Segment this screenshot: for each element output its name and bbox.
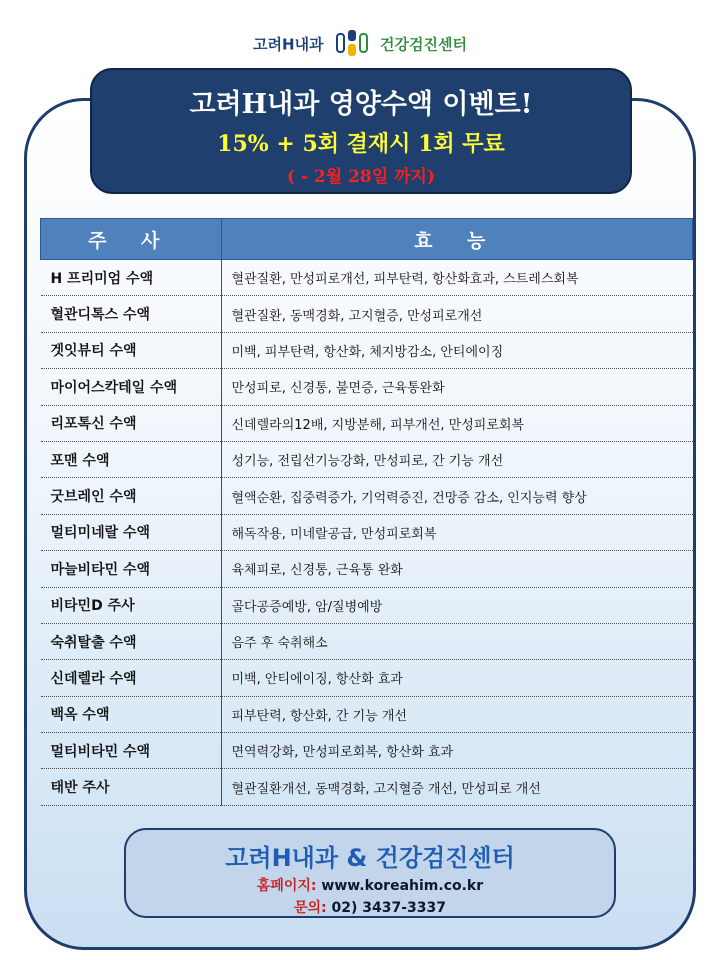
injection-name: 백옥 수액 <box>41 696 222 732</box>
injection-effect: 혈관질환, 만성피로개선, 피부탄력, 항산화효과, 스트레스회복 <box>221 260 693 296</box>
table-row <box>41 587 693 623</box>
injection-effect: 음주 후 숙취해소 <box>221 623 693 659</box>
table-row <box>41 696 693 732</box>
injection-name: 포맨 수액 <box>41 441 222 477</box>
injection-effect: 골다공증예방, 암/질병예방 <box>221 587 693 623</box>
table-row <box>41 769 693 805</box>
phone-line <box>126 897 614 917</box>
injection-effect: 피부탄력, 항산화, 간 기능 개선 <box>221 696 693 732</box>
injection-effect: 미백, 피부탄력, 항산화, 체지방감소, 안티에이징 <box>221 332 693 368</box>
table-row <box>41 514 693 550</box>
injection-name: 마이어스칵테일 수액 <box>41 369 222 405</box>
injection-effect: 면역력강화, 만성피로회복, 항산화 효과 <box>221 733 693 769</box>
center-name: 건강검진센터 <box>380 35 467 54</box>
header-injection: 주 사 <box>41 219 222 260</box>
table-row <box>41 623 693 659</box>
injection-effect: 미백, 안티에이징, 항산화 효과 <box>221 660 693 696</box>
injection-effect: 만성피로, 신경통, 불면증, 근육통완화 <box>221 369 693 405</box>
injection-effect: 혈관질환, 동맥경화, 고지혈증, 만성피로개선 <box>221 296 693 332</box>
table-row <box>41 478 693 514</box>
event-offer: 15% + 5회 결재시 1회 무료 <box>217 131 505 157</box>
homepage-label: 홈페이지: <box>256 878 317 894</box>
injection-name: H 프리미엄 수액 <box>41 260 222 296</box>
top-logo <box>0 28 720 62</box>
medical-logo-icon <box>335 28 369 62</box>
injection-effect: 혈액순환, 집중력증가, 기억력증진, 건망증 감소, 인지능력 향상 <box>221 478 693 514</box>
table-header-row <box>41 219 693 260</box>
event-title: 고려H내과 영양수액 이벤트! <box>189 89 533 120</box>
footer-clinic-name: 고려H내과 & 건강검진센터 <box>225 844 515 872</box>
injection-name: 신데렐라 수액 <box>41 660 222 696</box>
injection-name: 멀티미네랄 수액 <box>41 514 222 550</box>
table-row <box>41 369 693 405</box>
injection-name: 멀티비타민 수액 <box>41 733 222 769</box>
table-row <box>41 332 693 368</box>
table-row <box>41 260 693 296</box>
table-row <box>41 733 693 769</box>
injection-name: 태반 주사 <box>41 769 222 805</box>
injection-name: 혈관디톡스 수액 <box>41 296 222 332</box>
phone-number[interactable]: 02) 3437-3337 <box>331 900 447 916</box>
event-deadline: ( - 2월 28일 까지) <box>287 167 435 187</box>
injection-name: 굿브레인 수액 <box>41 478 222 514</box>
clinic-name: 고려H내과 <box>253 35 324 54</box>
homepage-link[interactable]: www.koreahim.co.kr <box>321 878 484 894</box>
injection-name: 마늘비타민 수액 <box>41 551 222 587</box>
phone-label: 문의: <box>293 900 327 916</box>
table-row <box>41 551 693 587</box>
injection-effect: 신데렐라의12배, 지방분해, 피부개선, 만성피로회복 <box>221 405 693 441</box>
contact-box <box>124 828 616 918</box>
table-row <box>41 660 693 696</box>
header-effect: 효 능 <box>221 219 693 260</box>
event-banner <box>90 68 632 194</box>
injection-name: 숙취탈출 수액 <box>41 623 222 659</box>
table-row <box>41 405 693 441</box>
injection-name: 겟잇뷰티 수액 <box>41 332 222 368</box>
injection-effect: 육체피로, 신경통, 근육통 완화 <box>221 551 693 587</box>
injection-effect: 성기능, 전립선기능강화, 만성피로, 간 기능 개선 <box>221 441 693 477</box>
table-row <box>41 296 693 332</box>
homepage-line <box>126 875 614 895</box>
injection-name: 비타민D 주사 <box>41 587 222 623</box>
injection-name: 리포톡신 수액 <box>41 405 222 441</box>
iv-table <box>40 218 693 806</box>
injection-effect: 해독작용, 미네랄공급, 만성피로회복 <box>221 514 693 550</box>
injection-effect: 혈관질환개선, 동맥경화, 고지혈증 개선, 만성피로 개선 <box>221 769 693 805</box>
table-row <box>41 441 693 477</box>
